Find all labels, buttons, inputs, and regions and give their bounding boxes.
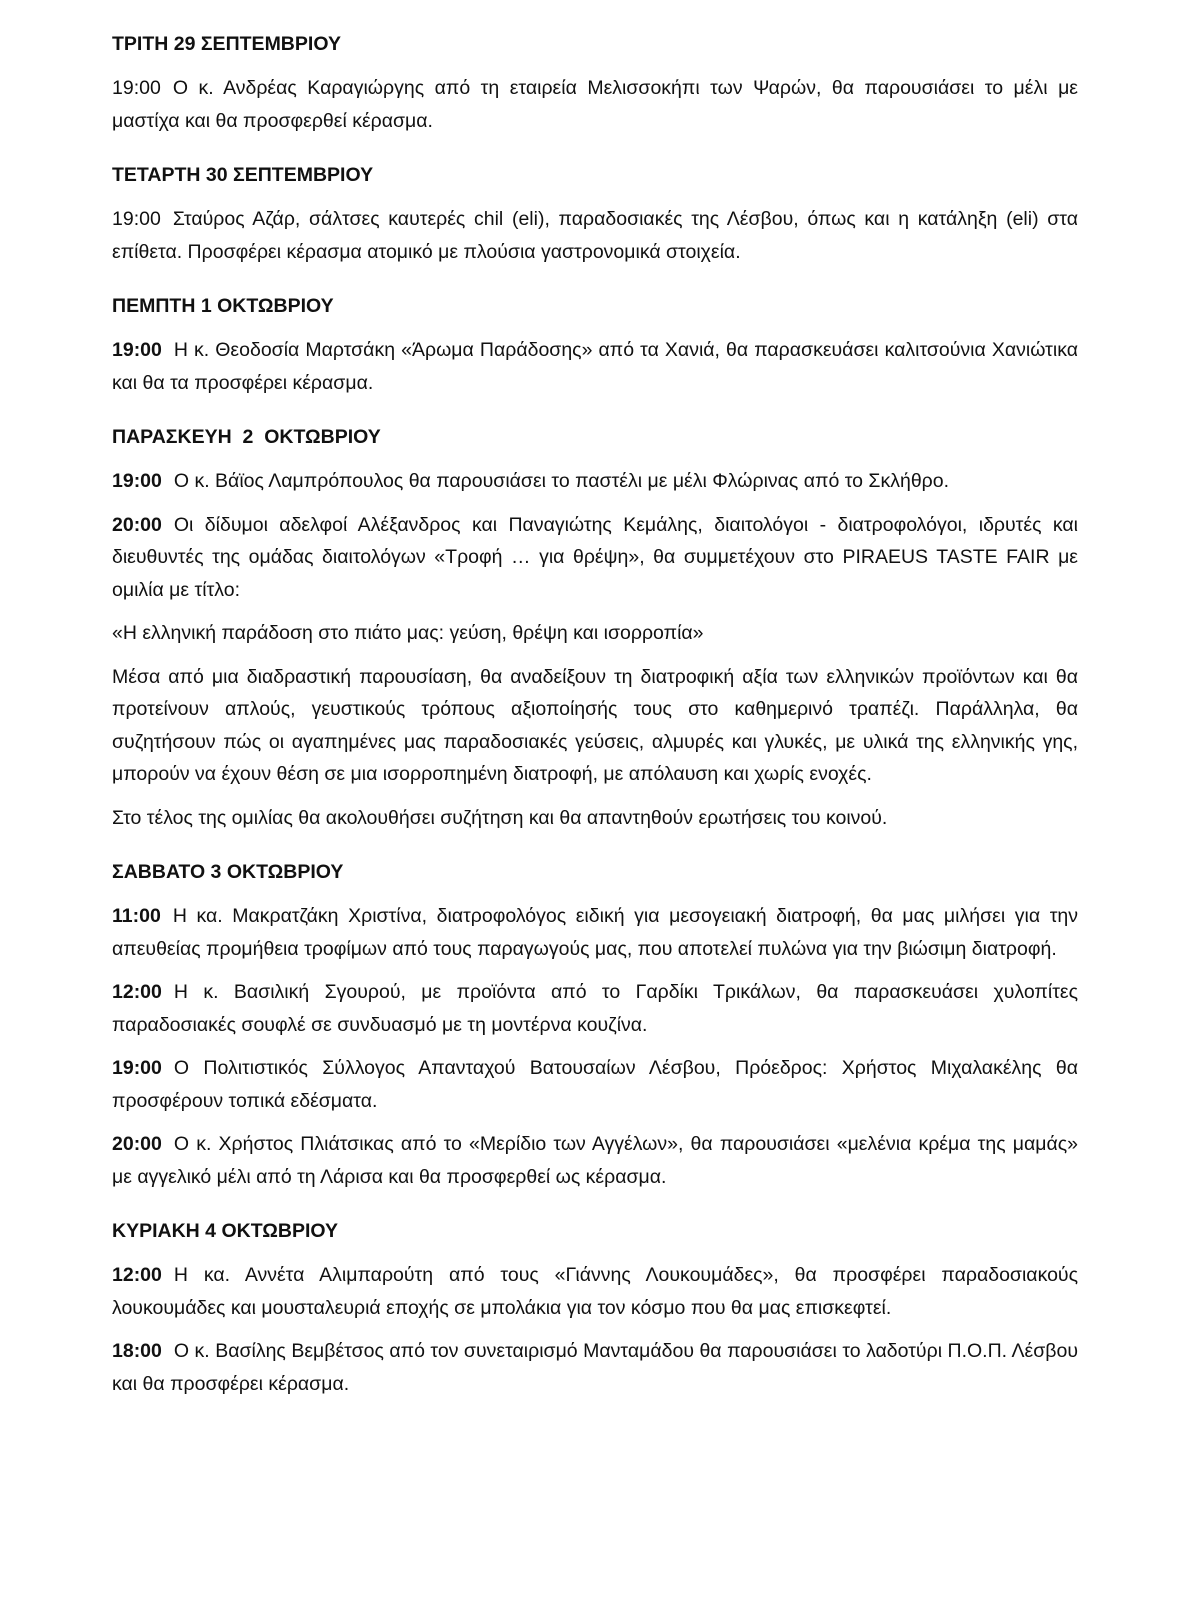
event-time: 12:00 <box>112 1264 162 1286</box>
event-paragraph <box>112 1052 1078 1117</box>
event-time: 19:00 <box>112 208 161 230</box>
day-section <box>112 858 1078 1193</box>
event-time: 19:00 <box>112 470 162 492</box>
event-paragraph <box>112 802 1078 835</box>
day-section <box>112 161 1078 268</box>
event-text: Ο κ. Ανδρέας Καραγιώργης από τη εταιρεία Μελισσοκήπι των Ψαρών, θα παρουσιάσει το μέλι με μαστίχα και θα προσφερθεί κέρασμα. <box>112 77 1078 132</box>
day-heading: ΣΑΒΒΑΤΟ 3 ΟΚΤΩΒΡΙΟΥ <box>112 861 344 883</box>
event-text: Η κα. Αννέτα Αλιμπαρούτη από τους «Γιάννης Λουκουμάδες», θα προσφέρει παραδοσιακούς λουκουμάδες και μουσταλευριά εποχής σε μπολάκια για τον κόσμο που θα μας επισκεφτεί. <box>112 1264 1078 1319</box>
event-paragraph <box>112 976 1078 1041</box>
day-section <box>112 292 1078 399</box>
day-section <box>112 30 1078 137</box>
day-heading: ΠΑΡΑΣΚΕΥΗ 2 ΟΚΤΩΒΡΙΟΥ <box>112 426 381 448</box>
event-paragraph <box>112 661 1078 791</box>
event-paragraph <box>112 465 1078 498</box>
event-paragraph <box>112 617 1078 650</box>
event-time: 18:00 <box>112 1340 162 1362</box>
event-time: 19:00 <box>112 339 162 361</box>
event-text: Στο τέλος της ομιλίας θα ακολουθήσει συζήτηση και θα απαντηθούν ερωτήσεις του κοινού. <box>112 806 888 829</box>
event-text: Η κα. Μακρατζάκη Χριστίνα, διατροφολόγος ειδική για μεσογειακή διατροφή, θα μας μιλήσει για την απευθείας προμήθεια τροφίμων από τους παραγωγούς μας, που αποτελεί πυλώνα για την βιώσιμη διατροφή. <box>112 905 1078 960</box>
event-text: Ο κ. Βάϊος Λαμπρόπουλος θα παρουσιάσει το παστέλι με μέλι Φλώρινας από το Σκλήθρο. <box>173 470 950 492</box>
event-text: Ο Πολιτιστικός Σύλλογος Απανταχού Βατουσαίων Λέσβου, Πρόεδρος: Χρήστος Μιχαλακέλης θα προσφέρουν τοπικά εδέσματα. <box>112 1057 1078 1112</box>
event-text: Ο κ. Βασίλης Βεμβέτσος από τον συνεταιρισμό Μανταμάδου θα παρουσιάσει το λαδοτύρι Π.Ο.Π. Λέσβου και θα προσφέρει κέρασμα. <box>112 1340 1078 1395</box>
event-text: Η κ. Θεοδοσία Μαρτσάκη «Άρωμα Παράδοσης» από τα Χανιά, θα παρασκευάσει καλιτσούνια Χανιώτικα και θα τα προσφέρει κέρασμα. <box>112 339 1078 394</box>
event-text: Ο κ. Χρήστος Πλιάτσικας από το «Μερίδιο των Αγγέλων», θα παρουσιάσει «μελένια κρέμα της μαμάς» με αγγελικό μέλι από τη Λάρισα και θα προσφερθεί ως κέρασμα. <box>112 1133 1078 1188</box>
event-text: Οι δίδυμοι αδελφοί Αλέξανδρος και Παναγιώτης Κεμάλης, διαιτολόγοι - διατροφολόγοι, ιδρυτές και διευθυντές της ομάδας διαιτολόγων «Τροφή … για θρέψη», θα συμμετέχουν στο PIRAEUS TASTE FAIR με ομιλία με τίτλο: <box>112 513 1078 601</box>
event-time: 11:00 <box>112 905 161 927</box>
day-heading: ΚΥΡΙΑΚΗ 4 ΟΚΤΩΒΡΙΟΥ <box>112 1220 339 1242</box>
day-section <box>112 423 1078 834</box>
event-paragraph <box>112 900 1078 965</box>
day-heading: ΠΕΜΠΤΗ 1 ΟΚΤΩΒΡΙΟΥ <box>112 295 334 317</box>
event-paragraph <box>112 334 1078 399</box>
event-time: 20:00 <box>112 513 162 536</box>
day-heading: ΤΕΤΑΡΤΗ 30 ΣΕΠΤΕΜΒΡΙΟΥ <box>112 164 374 186</box>
event-time: 19:00 <box>112 1057 162 1079</box>
event-text: Μέσα από μια διαδραστική παρουσίαση, θα αναδείξουν τη διατροφική αξία των ελληνικών προϊόντων και θα προτείνουν απλούς, γευστικούς τρόπους αξιοποίησής τους στο καθημερινό τραπέζι. Παράλληλα, θα συζητήσουν πώς οι αγαπημένες μας παραδοσιακές γεύσεις, αλμυρές και γλυκές, με υλικά της ελληνικής γης, μπορούν να έχουν θέση σε μια ισορροπημένη διατροφή, με απόλαυση και χωρίς ενοχές. <box>112 665 1078 785</box>
event-time: 20:00 <box>112 1133 162 1155</box>
event-text: «Η ελληνική παράδοση στο πιάτο μας: γεύση, θρέψη και ισορροπία» <box>112 622 704 644</box>
event-paragraph <box>112 1128 1078 1193</box>
day-section <box>112 1217 1078 1400</box>
day-heading: ΤΡΙΤΗ 29 ΣΕΠΤΕΜΒΡΙΟΥ <box>112 33 341 55</box>
event-paragraph <box>112 72 1078 137</box>
event-paragraph <box>112 1335 1078 1400</box>
event-paragraph <box>112 1259 1078 1324</box>
event-text: Η κ. Βασιλική Σγουρού, με προϊόντα από το Γαρδίκι Τρικάλων, θα παρασκευάσει χυλοπίτες παραδοσιακές σουφλέ σε συνδυασμό με τη μοντέρνα κουζίνα. <box>112 981 1078 1036</box>
event-paragraph <box>112 203 1078 268</box>
event-paragraph <box>112 509 1078 607</box>
event-time: 12:00 <box>112 981 162 1003</box>
event-text: Σταύρος Αζάρ, σάλτσες καυτερές chil (eli), παραδοσιακές της Λέσβου, όπως και η κατάληξη (eli) στα επίθετα. Προσφέρει κέρασμα ατομικό με πλούσια γαστρονομικά στοιχεία. <box>112 208 1078 263</box>
event-time: 19:00 <box>112 77 161 99</box>
